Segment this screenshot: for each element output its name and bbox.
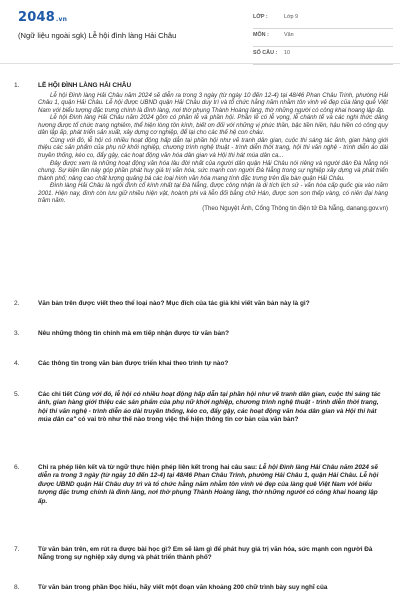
- question-text: [38, 464, 388, 506]
- header-divider: [0, 63, 400, 64]
- question-text: Từ văn bản trong phần Đọc hiểu, hãy viết một đoạn văn khoảng 200 chữ trình bày suy nghĩ của: [38, 584, 328, 591]
- question-number: 6.: [14, 464, 20, 471]
- question-number: 5.: [14, 391, 20, 398]
- question-text-lead: Chỉ ra phép liên kết và từ ngữ thực hiện phép liên kết trong hai câu sau:: [38, 464, 259, 471]
- question-number: 7.: [14, 546, 20, 553]
- question-text: Văn bản trên được viết theo thể loại nào? Mục đích của tác giả khi viết văn bản này là gì?: [38, 300, 310, 307]
- passage-paragraph: Đây được xem là những hoạt động văn hóa lâu đời nhất của người dân quận Hải Châu nói riêng và người dân Đà Nẵng nói chung. Sự kiện lần này góp phần phát huy giá trị văn hóa, sức mạnh con người Đà Nẵng trong sự nghiệp xây dựng và phát triển thành phố; nâng cao chất lượng quảng bá các loại hình văn hóa mang tính đặc trưng trên địa bàn quận Hải Châu.: [38, 159, 388, 182]
- meta-label: LỚP :: [253, 14, 268, 20]
- question-number: 3.: [14, 330, 20, 337]
- meta-label: MÔN :: [253, 32, 269, 38]
- meta-value: Văn: [284, 32, 294, 38]
- passage-source: (Theo Nguyệt Ánh, Cổng Thông tin điện tử Đà Nẵng, danang.gov.vn): [202, 204, 388, 212]
- question-text: Các thông tin trong văn bản được triển khai theo trình tự nào?: [38, 360, 229, 367]
- site-logo[interactable]: [18, 10, 67, 25]
- document-title: (Ngữ liệu ngoài sgk) Lễ hội đình làng Hải Châu: [18, 31, 177, 40]
- logo-suffix: .vn: [55, 16, 68, 23]
- passage-title: LỄ HỘI ĐÌNH LÀNG HẢI CHÂU: [38, 82, 132, 89]
- meta-value: Lớp 9: [284, 14, 299, 20]
- question-text-lead: Các chi tiết: [38, 391, 74, 398]
- question-text: Nêu những thông tin chính mà em tiếp nhận được từ văn bản?: [38, 330, 229, 337]
- question-number: 8.: [14, 584, 20, 591]
- passage-paragraph: Lễ hội Đình làng Hải Châu năm 2024 gồm có phần lễ và phần hội. Phần lễ có lễ vọng, lễ chánh tế và các nghi thức dâng hương được tổ chức trang nghiêm, thể hiện lòng tôn kính, biết ơn đối với những vị phúc thần, bậc tiền hiền, hậu hiền có công quy dân lập ấp, phát triển sản xuất, xây dựng cơ nghiệp, để lại cho các thế hệ con cháu.: [38, 114, 388, 137]
- question-text: Từ văn bản trên, em rút ra được bài học gì? Em sẽ làm gì để phát huy giá trị văn hóa, sức mạnh con người Đà Nẵng trong sự nghiệp xây dựng và phát triển thành phố?: [38, 546, 373, 562]
- question-text-tail: có vai trò như thế nào trong việc thể hiện thông tin cơ bản của văn bản?: [76, 416, 299, 424]
- meta-label: SỐ CÂU :: [253, 50, 278, 56]
- question-text: [38, 391, 388, 425]
- reading-passage: [38, 82, 388, 212]
- logo-text: 2048: [18, 10, 55, 25]
- question-quote: Cùng với đó, lễ hội có nhiều hoạt động hấp dẫn tại phần hội như vẽ tranh dân gian, cuộc thi sáng tác ảnh, gian hàng giới thiệu các sản phẩm của phụ nữ khởi nghiệp, chương trình nghệ thuật - trình diễn thời trang, hội thi văn nghệ - trình diễn áo dài truyền thống, kéo co, đẩy gậy, các hoạt động văn hóa dân gian và Hội thi hát múa dân ca": [38, 391, 381, 424]
- question-number: 2.: [14, 300, 20, 307]
- question-number: 1.: [14, 82, 20, 89]
- passage-paragraph: Lễ hội Đình làng Hải Châu năm 2024 sẽ diễn ra trong 3 ngày (từ ngày 10 đến 12-4) tại 48/46 Phan Châu Trinh, phường Hải Châu 1, quận Hải Châu. Lễ hội được UBND quận Hải Châu duy trì và tổ chức hằng năm nhằm tôn vinh vẻ đẹp của làng quê Việt Nam với biểu tượng đặc trưng chính là đình làng, nơi thờ phụng Thành Hoàng làng, thờ những người có công khai hoang lập ấp.: [38, 91, 388, 114]
- question-number: 4.: [14, 360, 20, 367]
- passage-paragraph: Đình làng Hải Châu là ngôi đình cổ kính nhất tại Đà Nẵng, được công nhận là di tích lịch sử - văn hóa cấp quốc gia vào năm 2001. Hiện nay, đình còn lưu giữ nhiều hiện vật, hoành phi và liễn đối bằng chữ Hán, được sơn son thếp vàng, có niên đại hàng trăm năm.: [38, 182, 388, 205]
- meta-row-class: [253, 11, 393, 29]
- question-quote: Lễ hội Đình làng Hải Châu năm 2024 sẽ diễn ra trong 3 ngày (từ ngày 10 đến 12-4) tại 48/46 Phan Châu Trinh, phường Hải Châu 1, quận Hải Châu. Lễ hội được UBND quận Hải Châu duy trì và tổ chức hằng năm nhằm tôn vinh vẻ đẹp của làng quê Việt Nam với biểu tượng đặc trưng chính là đình làng, nơi thờ phụng Thành Hoàng làng, thờ những người có công khai hoang lập ấp.: [38, 464, 379, 505]
- passage-paragraph: Cùng với đó, lễ hội có nhiều hoạt động hấp dẫn tại phần hội như vẽ tranh dân gian, cuộc thi sáng tác ảnh, gian hàng giới thiệu các sản phẩm của phụ nữ khởi nghiệp, chương trình nghệ thuật - trình diễn thời trang, hội thi văn nghệ - trình diễn áo dài truyền thống, kéo co, đẩy gậy, các hoạt động văn hóa dân gian và Hội thi hát múa dân ca...: [38, 136, 388, 159]
- meta-row-subject: [253, 29, 393, 47]
- meta-table: [253, 11, 393, 65]
- meta-value: 10: [284, 50, 290, 56]
- header: [0, 0, 400, 62]
